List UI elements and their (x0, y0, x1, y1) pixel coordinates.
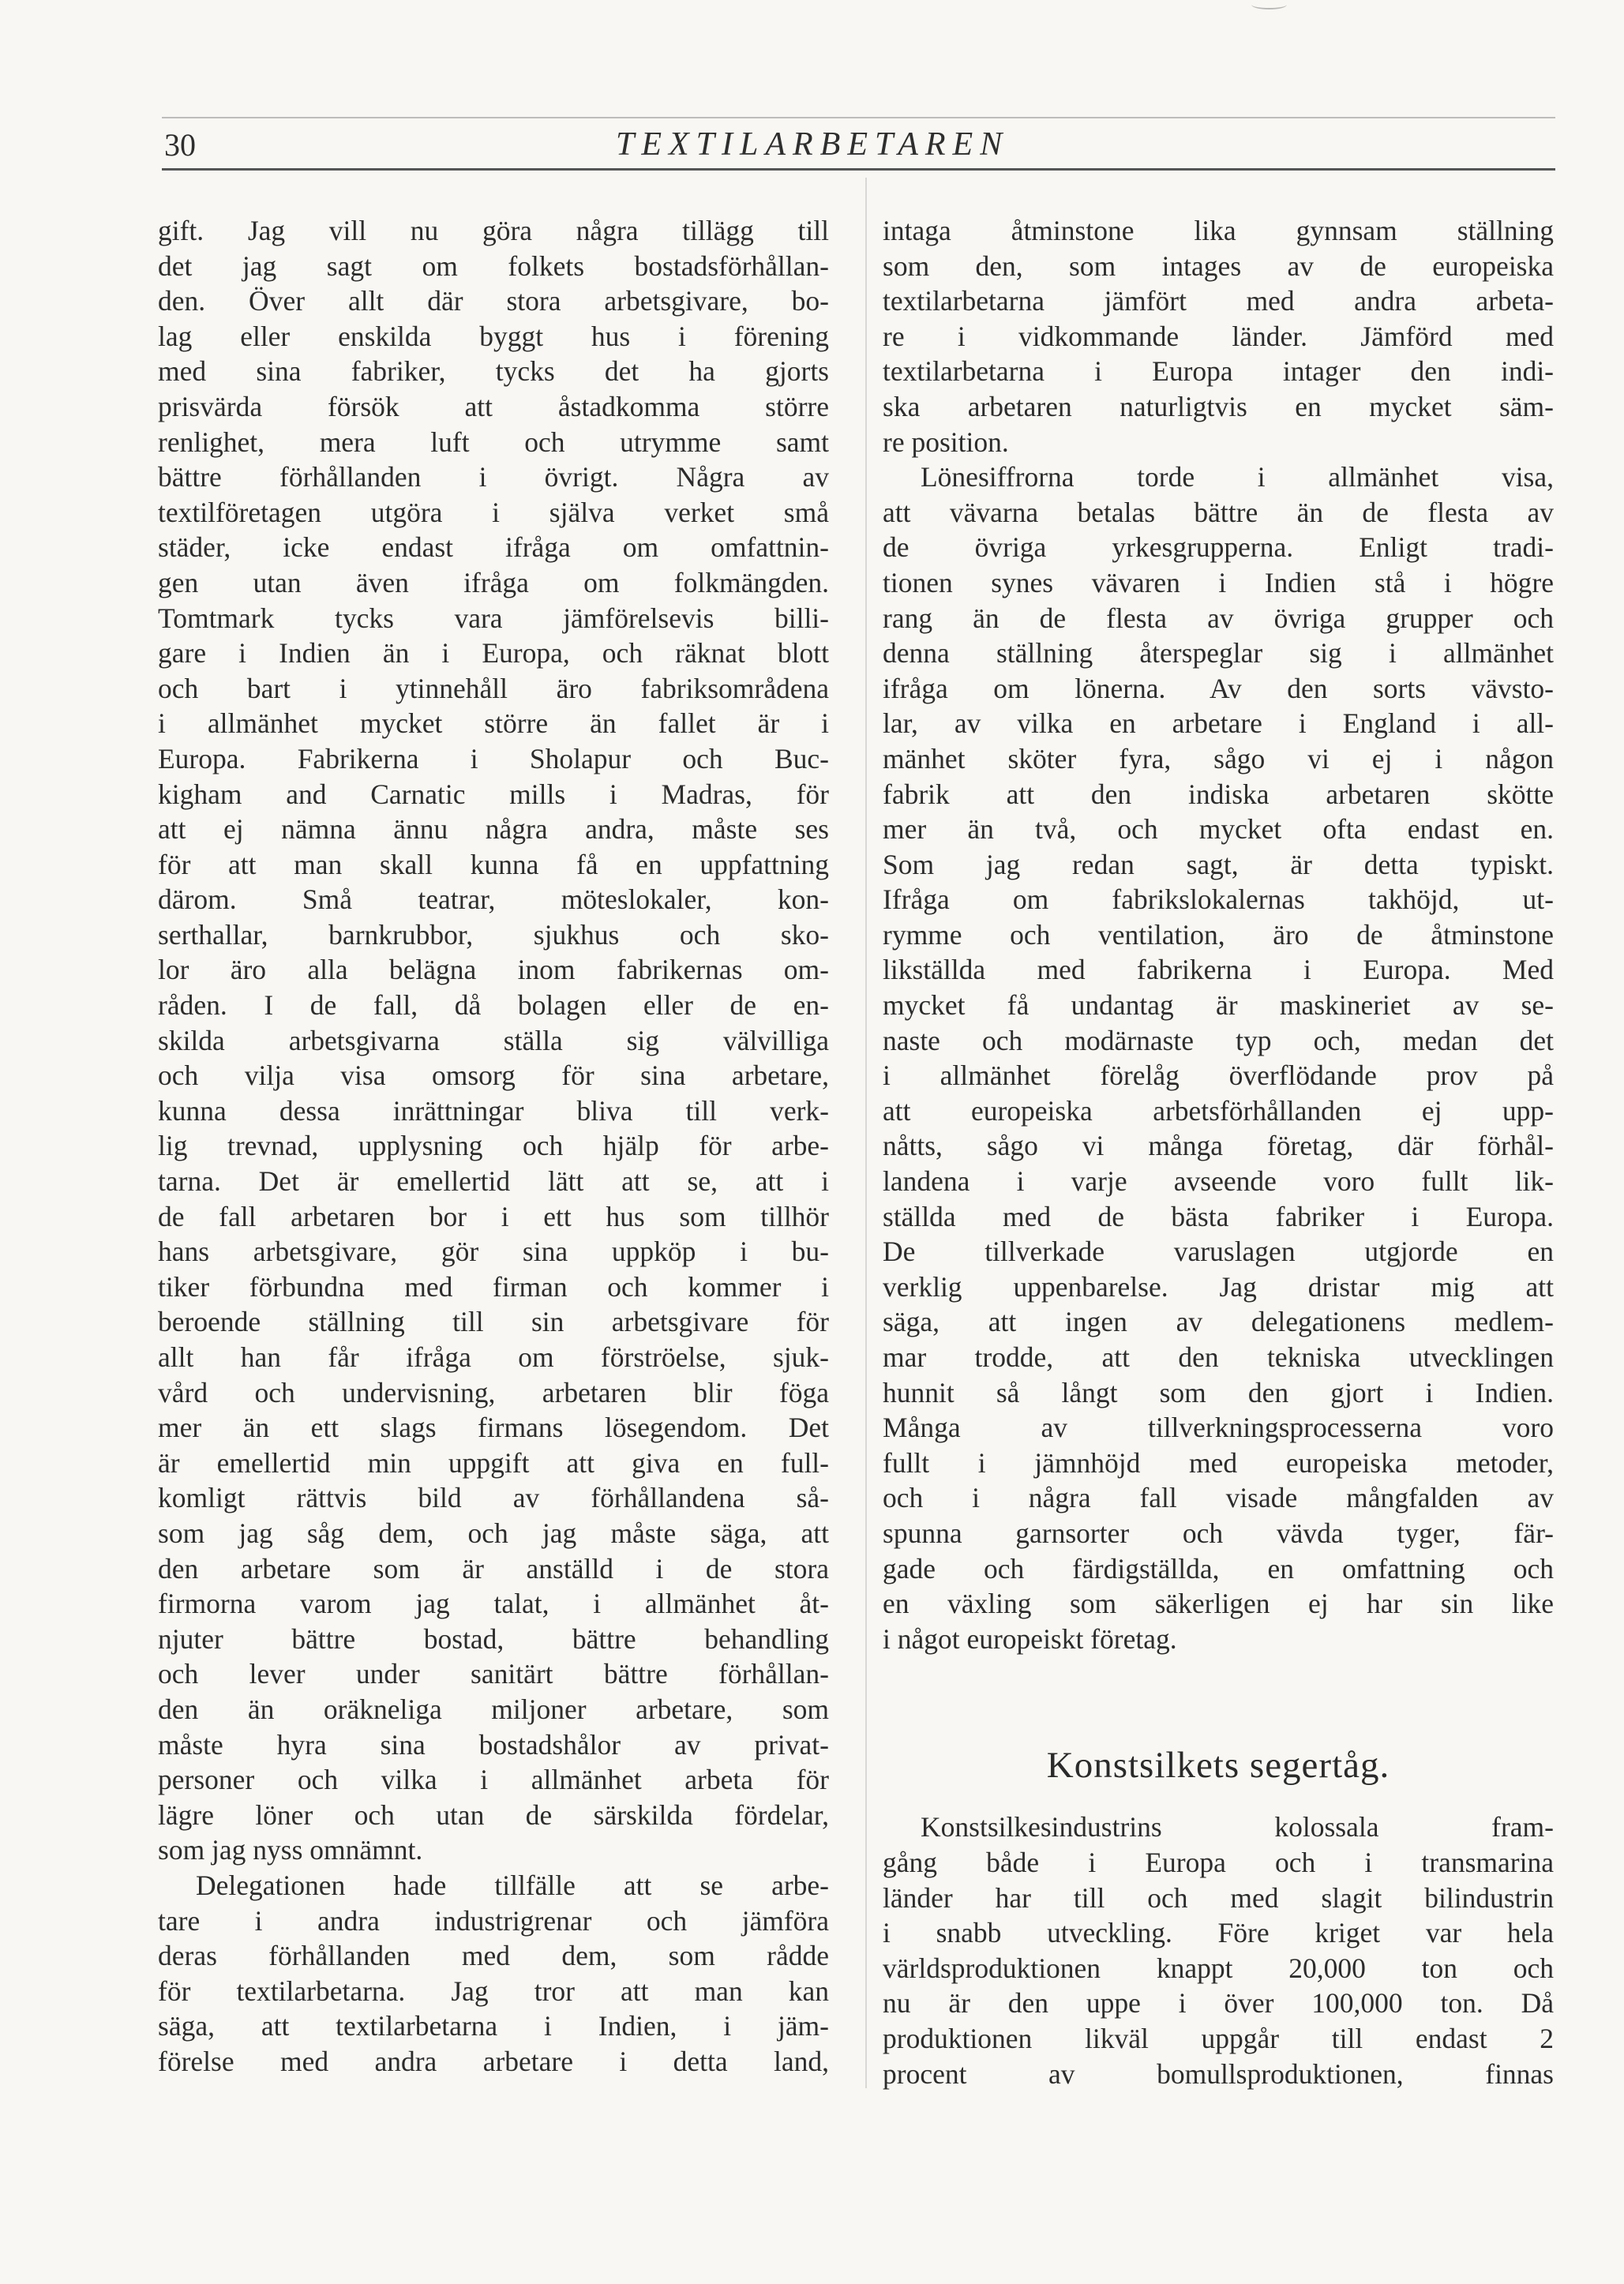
text-line: Många av tillverkningsprocesserna voro (883, 1412, 1554, 1444)
text-line: därom. Små teatrar, möteslokaler, kon- (158, 883, 829, 916)
text-line: naste och modärnaste typ och, medan det (883, 1024, 1554, 1056)
text-line: firmorna varom jag talat, i allmänhet åt- (158, 1588, 829, 1620)
text-line: i allmänhet förelåg överflödande prov på (883, 1059, 1554, 1092)
text-line: ifråga om lönerna. Av den sorts vävsto- (883, 672, 1554, 704)
right-column (883, 213, 1554, 2091)
text-line: vård och undervisning, arbetaren blir föga (158, 1376, 829, 1408)
text-line: tare i andra industrigrenar och jämföra (158, 1904, 829, 1937)
text-line: Som jag redan sagt, är detta typiskt. (883, 848, 1554, 880)
text-line: och i några fall visade mångfalden av (883, 1482, 1554, 1514)
text-line: säga, att ingen av delegationens medlem- (883, 1306, 1554, 1338)
text-line: Ifråga om fabrikslokalernas takhöjd, ut- (883, 883, 1554, 916)
text-line: i allmänhet mycket större än fallet är i (158, 707, 829, 740)
text-line: njuter bättre bostad, bättre behandling (158, 1622, 829, 1655)
text-line: kigham and Carnatic mills i Madras, för (158, 778, 829, 810)
text-line: de övriga yrkesgrupperna. Enligt tradi- (883, 531, 1554, 564)
text-line: den arbetare som är anställd i de stora (158, 1552, 829, 1585)
text-line: re i vidkommande länder. Jämförd med (883, 320, 1554, 352)
text-line: att ej nämna ännu några andra, måste ses (158, 813, 829, 846)
text-line: den än oräkneliga miljoner arbetare, som (158, 1693, 829, 1725)
text-line: verklig uppenbarelse. Jag dristar mig att (883, 1270, 1554, 1303)
text-line: textilföretagen utgöra i själva verket små (158, 496, 829, 528)
text-line: personer och vilka i allmänhet arbeta för (158, 1764, 829, 1796)
text-line: fullt i jämnhöjd med europeiska metoder, (883, 1446, 1554, 1479)
text-line: textilarbetarna jämfört med andra arbeta- (883, 285, 1554, 317)
text-line: Delegationen hade tillfälle att se arbe- (196, 1869, 829, 1901)
text-line: hunnit så långt som den gjort i Indien. (883, 1376, 1554, 1408)
text-line: råden. I de fall, då bolagen eller de en- (158, 989, 829, 1022)
text-line: är emellertid min uppgift att giva en full- (158, 1446, 829, 1479)
text-line: intaga åtminstone lika gynnsam ställning (883, 215, 1554, 246)
text-line: de fall arbetaren bor i ett hus som tillhör (158, 1200, 829, 1232)
text-line: serthallar, barnkrubbor, sjukhus och sko- (158, 918, 829, 951)
text-line: mänhet sköter fyra, sågo vi ej i någon (883, 742, 1554, 774)
text-line: fabrik att den indiska arbetaren skötte (883, 778, 1554, 810)
text-line: renlighet, mera luft och utrymme samt (158, 426, 829, 458)
text-line: gare i Indien än i Europa, och räknat blott (158, 637, 829, 669)
text-line: Lönesiffrorna torde i allmänhet visa, (921, 461, 1554, 493)
text-line: deras förhållanden med dem, som rådde (158, 1940, 829, 1972)
text-line: spunna garnsorter och vävda tyger, fär- (883, 1517, 1554, 1549)
text-line: förelse med andra arbetare i detta land, (158, 2045, 829, 2077)
text-line: lägre löner och utan de särskilda fördelar, (158, 1798, 829, 1831)
text-line: att europeiska arbetsförhållanden ej upp- (883, 1094, 1554, 1127)
scan-artifact-mark (1251, 0, 1287, 9)
text-line: allt han får ifråga om förströelse, sjuk- (158, 1341, 829, 1373)
text-line: att vävarna betalas bättre än de flesta av (883, 496, 1554, 528)
left-column (158, 213, 829, 2079)
text-line: hans arbetsgivare, gör sina uppköp i bu- (158, 1236, 829, 1268)
text-line: kunna dessa inrättningar bliva till verk- (158, 1094, 829, 1127)
text-line: lag eller enskilda byggt hus i förening (158, 320, 829, 352)
text-line: som jag nyss omnämnt. (158, 1834, 423, 1866)
text-line: gift. Jag vill nu göra några tillägg till (158, 215, 829, 246)
text-line: länder har till och med slagit bilindustrin (883, 1881, 1554, 1914)
text-line: landena i varje avseende voro fullt lik- (883, 1165, 1554, 1198)
text-line: prisvärda försök att åstadkomma större (158, 390, 829, 422)
text-line: i något europeiskt företag. (883, 1622, 1177, 1655)
column-divider (865, 178, 867, 2088)
text-line: måste hyra sina bostadshålor av privat- (158, 1728, 829, 1761)
text-line: likställda med fabrikerna i Europa. Med (883, 954, 1554, 986)
text-line: rang än de flesta av övriga grupper och (883, 602, 1554, 634)
text-line: och vilja visa omsorg för sina arbetare, (158, 1059, 829, 1092)
text-line: tiker förbundna med firman och kommer i (158, 1270, 829, 1303)
text-line: beroende ställning till sin arbetsgivare för (158, 1306, 829, 1338)
text-line: textilarbetarna i Europa intager den indi- (883, 355, 1554, 388)
text-line: produktionen likväl uppgår till endast 2 (883, 2022, 1554, 2054)
text-line: gade och färdigställda, en omfattning och (883, 1552, 1554, 1585)
section-heading: Konstsilkets segertåg. (1046, 1745, 1390, 1787)
text-line: skilda arbetsgivarna ställa sig välvilliga (158, 1024, 829, 1056)
text-line: en växling som säkerligen ej har sin like (883, 1588, 1554, 1620)
text-line: lig trevnad, upplysning och hjälp för arbe- (158, 1130, 829, 1162)
text-line: för att man skall kunna få en uppfattning (158, 848, 829, 880)
text-line: som den, som intages av de europeiska (883, 249, 1554, 282)
text-line: bättre förhållanden i övrigt. Några av (158, 461, 829, 493)
text-line: Europa. Fabrikerna i Sholapur och Buc- (158, 742, 829, 774)
text-line: städer, icke endast ifråga om omfattnin- (158, 531, 829, 564)
text-line: nåtts, sågo vi många företag, där förhål- (883, 1130, 1554, 1162)
text-line: lar, av vilka en arbetare i England i all- (883, 707, 1554, 740)
text-line: mycket få undantag är maskineriet av se- (883, 989, 1554, 1022)
text-line: lor äro alla belägna inom fabrikernas om- (158, 954, 829, 986)
running-title: TEXTILARBETAREN (616, 126, 1010, 163)
text-line: det jag sagt om folkets bostadsförhållan- (158, 249, 829, 282)
text-line: och bart i ytinnehåll äro fabriksområdena (158, 672, 829, 704)
text-line: och lever under sanitärt bättre förhållan- (158, 1658, 829, 1690)
text-line: mar trodde, att den tekniska utvecklingen (883, 1341, 1554, 1373)
page-number: 30 (164, 127, 196, 163)
text-line: rymme och ventilation, äro de åtminstone (883, 918, 1554, 951)
text-line: De tillverkade varuslagen utgjorde en (883, 1236, 1554, 1268)
text-line: tarna. Det är emellertid lätt att se, att i (158, 1165, 829, 1198)
text-line: nu är den uppe i över 100,000 ton. Då (883, 1987, 1554, 2020)
text-line: denna ställning återspeglar sig i allmänhet (883, 637, 1554, 669)
text-line: för textilarbetarna. Jag tror att man kan (158, 1975, 829, 2007)
text-line: procent av bomullsproduktionen, finnas (883, 2057, 1554, 2090)
header-rule-top (162, 117, 1555, 118)
text-line: gång både i Europa och i transmarina (883, 1846, 1554, 1878)
text-line: re position. (883, 426, 1009, 458)
text-line: den. Över allt där stora arbetsgivare, bo- (158, 285, 829, 317)
text-line: tionen synes vävaren i Indien stå i högre (883, 566, 1554, 598)
text-line: gen utan även ifråga om folkmängden. (158, 566, 829, 598)
text-line: säga, att textilarbetarna i Indien, i jäm- (158, 2010, 829, 2042)
text-line: ska arbetaren naturligtvis en mycket säm- (883, 390, 1554, 422)
text-line: ställda med de bästa fabriker i Europa. (883, 1200, 1554, 1232)
text-line: som jag såg dem, och jag måste säga, att (158, 1517, 829, 1549)
text-line: med sina fabriker, tycks det ha gjorts (158, 355, 829, 388)
text-line: mer än två, och mycket ofta endast en. (883, 813, 1554, 846)
text-line: Tomtmark tycks vara jämförelsevis billi- (158, 602, 829, 634)
header-rule-bottom (162, 168, 1555, 171)
text-line: mer än ett slags firmans lösegendom. Det (158, 1412, 829, 1444)
text-line: komligt rättvis bild av förhållandena så- (158, 1482, 829, 1514)
text-line: i snabb utveckling. Före kriget var hela (883, 1917, 1554, 1949)
text-line: världsproduktionen knappt 20,000 ton och (883, 1952, 1554, 1984)
text-line: Konstsilkesindustrins kolossala fram- (921, 1811, 1554, 1843)
